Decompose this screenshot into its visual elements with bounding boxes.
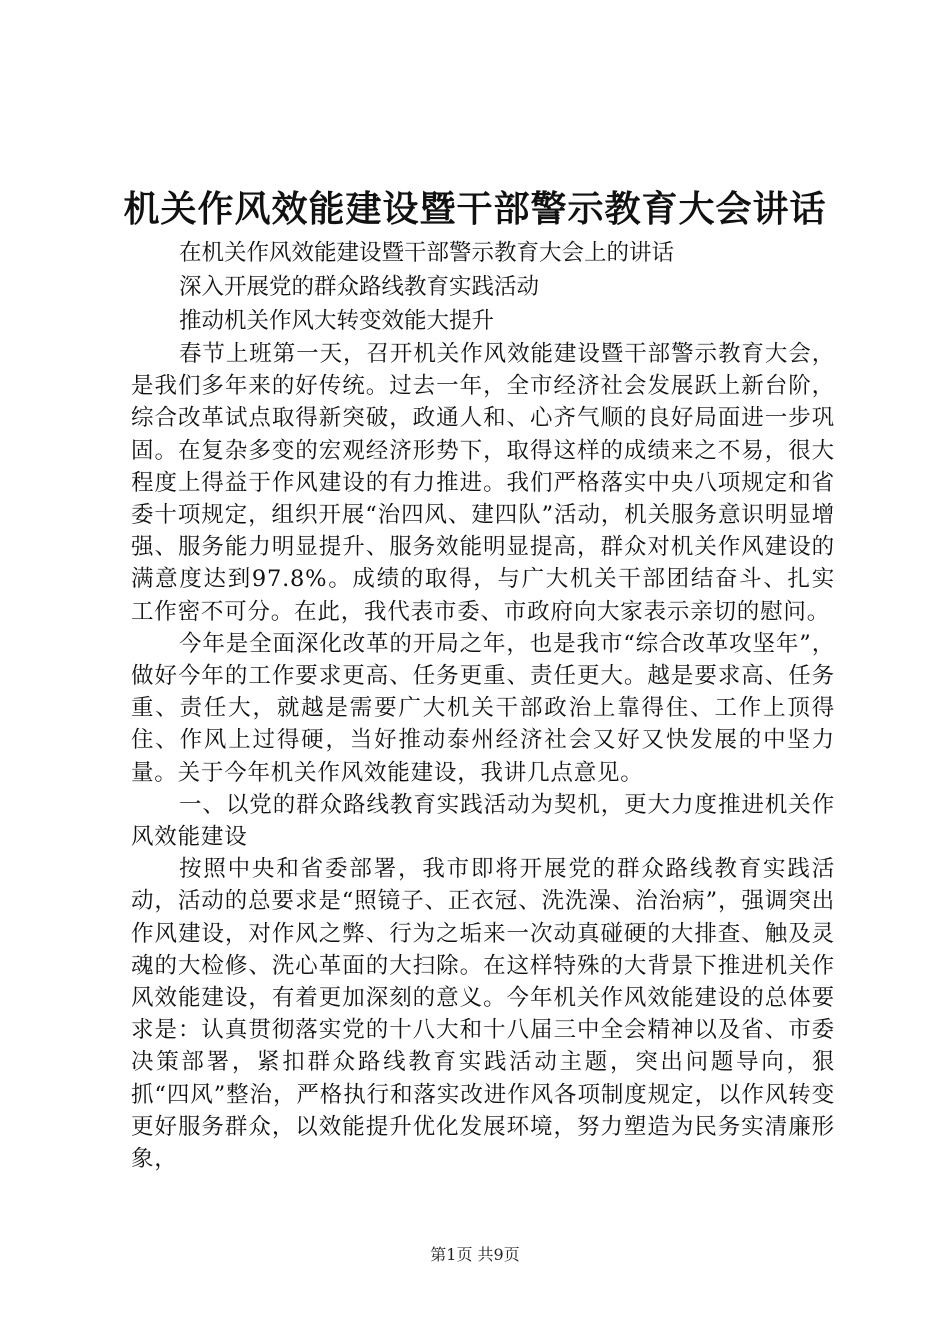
body-paragraph: 按照中央和省委部署，我市即将开展党的群众路线教育实践活动，活动的总要求是“照镜子、正衣冠、洗洗澡、治治病”，强调突出作风建设，对作风之弊、行为之垢来一次动真碰硬的大排查、触及灵魂的大检修、洗心革面的大扫除。在这样特殊的大背景下推进机关作风效能建设，有着更加深刻的意义。今年机关作风效能建设的总体要求是：认真贯彻落实党的十八大和十八届三中全会精神以及省、市委决策部署，紧扣群众路线教育实践活动主题，突出问题导向，狠抓“四风”整治，严格执行和落实改进作风各项制度规定，以作风转变更好服务群众，以效能提升优化发展环境，努力塑造为民务实清廉形象， [131,856,835,1173]
section-heading: 一、以党的群众路线教育实践活动为契机，更大力度推进机关作风效能建设 [131,791,835,851]
subheading: 推动机关作风大转变效能大提升 [179,308,495,334]
subheading: 深入开展党的群众路线教育实践活动 [179,274,540,300]
body-paragraph: 今年是全面深化改革的开局之年，也是我市“综合改革攻坚年”，做好今年的工作要求更高、任务更重、责任更大。越是要求高、任务重、责任大，就越是需要广大机关干部政治上靠得住、工作上顶得住、作风上过得硬，当好推动泰州经济社会又好又快发展的中坚力量。关于今年机关作风效能建设，我讲几点意见。 [131,630,835,786]
page-number: 第1页 共9页 [430,1245,520,1264]
body-paragraph: 春节上班第一天，召开机关作风效能建设暨干部警示教育大会，是我们多年来的好传统。过去一年，全市经济社会发展跃上新台阶，综合改革试点取得新突破，政通人和、心齐气顺的良好局面进一步巩固。在复杂多变的宏观经济形势下，取得这样的成绩来之不易，很大程度上得益于作风建设的有力推进。我们严格落实中央八项规定和省委十项规定，组织开展“治四风、建四队”活动，机关服务意识明显增强、服务能力明显提升、服务效能明显提高，群众对机关作风建设的满意度达到97.8%。成绩的取得，与广大机关干部团结奋斗、扎实工作密不可分。在此，我代表市委、市政府向大家表示亲切的慰问。 [131,341,835,625]
page-footer [0,1243,950,1267]
subheading: 在机关作风效能建设暨干部警示教育大会上的讲话 [179,240,675,266]
document-body [131,236,835,1175]
document-title: 机关作风效能建设暨干部警示教育大会讲话 [123,189,827,230]
